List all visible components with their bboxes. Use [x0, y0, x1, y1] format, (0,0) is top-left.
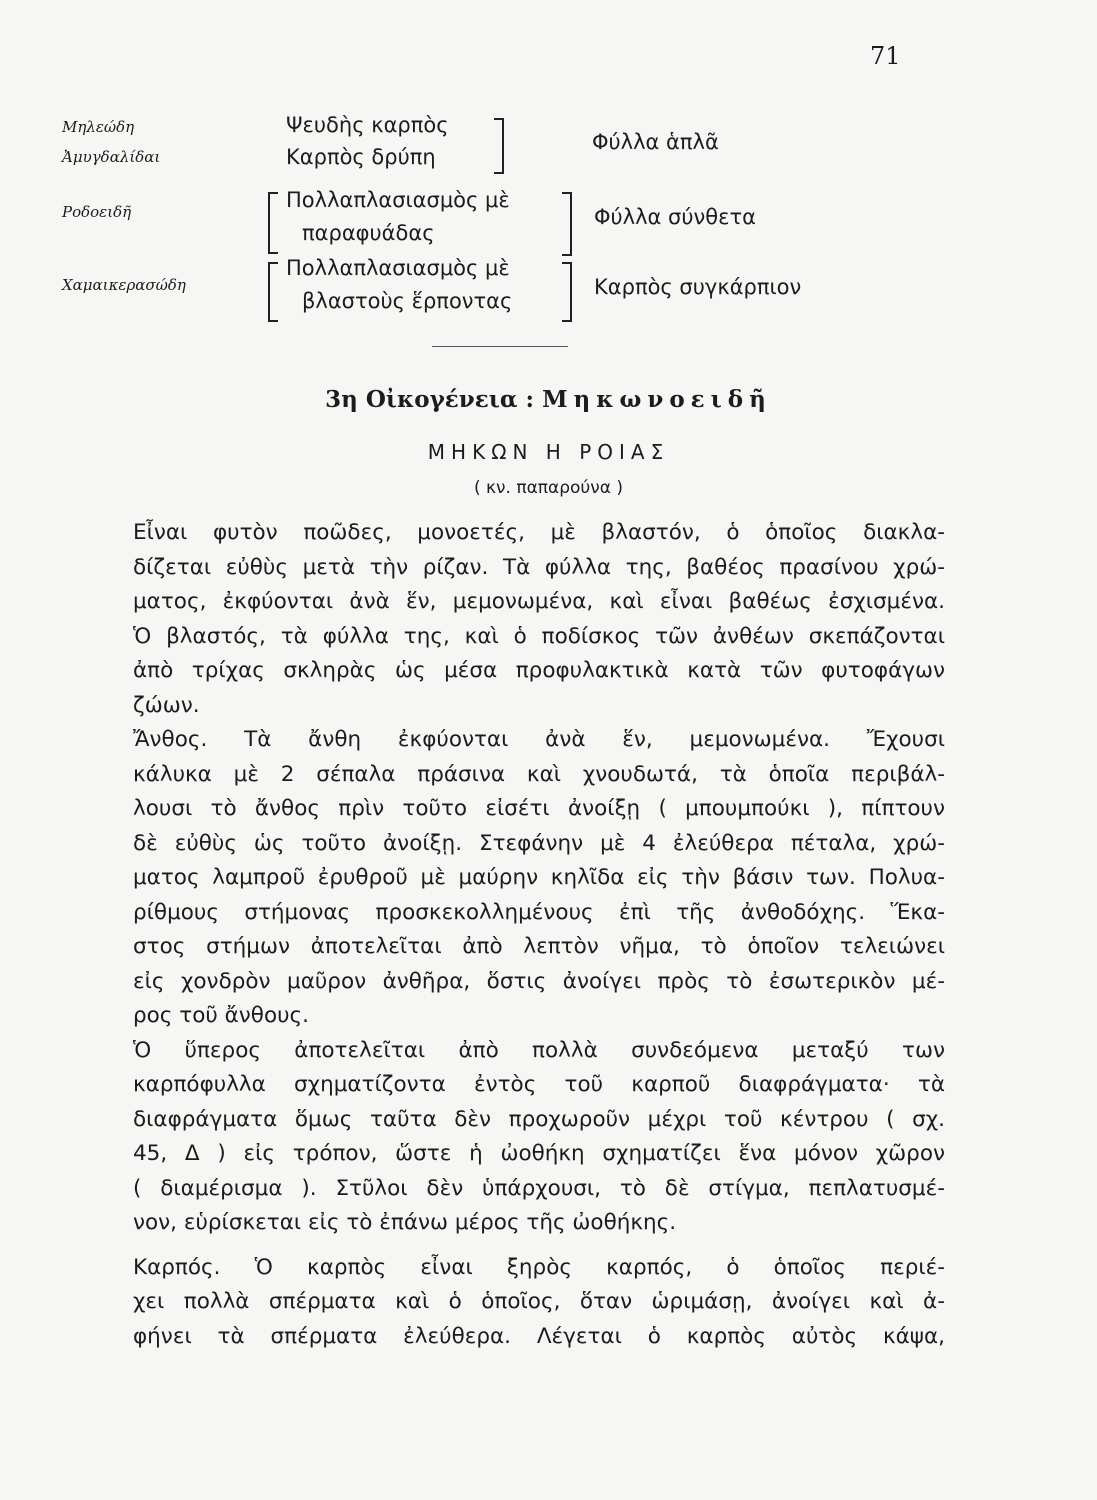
- brace: [562, 262, 572, 322]
- family-label: Ἀμυγδαλίδαι: [62, 148, 161, 166]
- brace: [268, 192, 278, 254]
- feature-text: Ψευδὴς καρπὸς: [286, 113, 449, 137]
- species-title: ΜΗΚΩΝ Η ΡΟΙΑΣ: [427, 440, 670, 464]
- feature-text: παραφυάδας: [302, 221, 435, 245]
- text-line: στος στήμων ἀποτελεῖται ἀπὸ λεπτὸν νῆμα, τὸ ὁποῖον τελειώνει: [133, 934, 945, 959]
- text-line: ἀπὸ τρίχας σκληρὰς ὡς μέσα προφυλακτικὰ κατὰ τῶν φυτοφάγων: [133, 658, 945, 683]
- feature-text: Πολλαπλασιασμὸς μὲ: [286, 256, 510, 280]
- text-line: ρίθμους στήμονας προσκεκολλημένους ἐπὶ τῆς ἀνθοδόχης. Ἕκα-: [133, 899, 945, 925]
- family-label: Μηλεώδη: [62, 118, 135, 136]
- body-text: [133, 516, 945, 1354]
- text-line: χει πολλὰ σπέρματα καὶ ὁ ὁποῖος, ὅταν ὡριμάσῃ, ἀνοίγει καὶ ἀ-: [133, 1289, 945, 1314]
- result-text: Καρπὸς συγκάρπιον: [594, 275, 802, 299]
- text-line: Εἶναι φυτὸν ποῶδες, μονοετές, μὲ βλαστόν, ὁ ὁποῖος διακλα-: [133, 520, 945, 545]
- text-line: δίζεται εὐθὺς μετὰ τὴν ρίζαν. Τὰ φύλλα της, βαθέος πρασίνου χρώ-: [133, 554, 945, 580]
- family-label: Ροδοειδῆ: [62, 203, 132, 221]
- text-line: ( διαμέρισμα ). Στῦλοι δὲν ὑπάρχουσι, τὸ δὲ στίγμα, πεπλατυσμέ-: [133, 1175, 945, 1201]
- heading-family-name: Μηκωνοειδῆ: [542, 386, 772, 413]
- heading-prefix: 3η Οἰκογένεια :: [325, 386, 535, 413]
- text-line: εἰς χονδρὸν μαῦρον ἀνθῆρα, ὅστις ἀνοίγει πρὸς τὸ ἐσωτερικὸν μέ-: [133, 968, 945, 994]
- feature-text: Πολλαπλασιασμὸς μὲ: [286, 188, 510, 212]
- text-line: κάλυκα μὲ 2 σέπαλα πράσινα καὶ χνουδωτά, τὰ ὁποῖα περιβάλ-: [133, 761, 945, 787]
- result-text: Φύλλα σύνθετα: [594, 205, 756, 229]
- text-line: διαφράγματα ὅμως ταῦτα δὲν προχωροῦν μέχρι τοῦ κέντρου ( σχ.: [133, 1106, 945, 1132]
- section-divider: [432, 346, 568, 347]
- text-line: δὲ εὐθὺς ὡς τοῦτο ἀνοίξῃ. Στεφάνην μὲ 4 ἐλεύθερα πέταλα, χρώ-: [133, 830, 945, 856]
- paragraph-gap: [133, 1241, 945, 1251]
- text-line: φήνει τὰ σπέρματα ἐλεύθερα. Λέγεται ὁ καρπὸς αὐτὸς κάψα,: [133, 1323, 945, 1349]
- page-number: 71: [870, 42, 901, 70]
- text-line: Ὁ βλαστός, τὰ φύλλα της, καὶ ὁ ποδίσκος τῶν ἀνθέων σκεπάζονται: [133, 623, 945, 649]
- text-line: λουσι τὸ ἄνθος πρὶν τοῦτο εἰσέτι ἀνοίξῃ ( μπουμπούκι ), πίπτουν: [133, 796, 945, 821]
- text-line: ματος λαμπροῦ ἐρυθροῦ μὲ μαύρην κηλῖδα εἰς τὴν βάσιν των. Πολυα-: [133, 865, 945, 890]
- text-line: Καρπός. Ὁ καρπὸς εἶναι ξηρὸς καρπός, ὁ ὁποῖος περιέ-: [133, 1254, 945, 1280]
- text-line: ζώων.: [133, 692, 200, 718]
- feature-text: βλαστοὺς ἕρποντας: [302, 289, 513, 313]
- feature-text: Καρπὸς δρύπη: [286, 145, 436, 169]
- text-line: 45, Δ ) εἰς τρόπον, ὥστε ἡ ὠοθήκη σχηματίζει ἕνα μόνον χῶρον: [133, 1141, 945, 1166]
- common-name: ( κν. παπαρούνα ): [473, 478, 623, 498]
- text-line: νον, εὑρίσκεται εἰς τὸ ἐπάνω μέρος τῆς ὠοθήκης.: [133, 1210, 677, 1235]
- text-line: καρπόφυλλα σχηματίζοντα ἐντὸς τοῦ καρποῦ διαφράγματα· τὰ: [133, 1072, 945, 1097]
- section-heading: [0, 386, 1097, 413]
- result-text: Φύλλα ἁπλᾶ: [592, 130, 719, 154]
- text-line: Ἄνθος. Τὰ ἄνθη ἐκφύονται ἀνὰ ἕν, μεμονωμένα. Ἔχουσι: [133, 727, 945, 752]
- brace: [268, 262, 278, 322]
- text-line: ματος, ἐκφύονται ἀνὰ ἕν, μεμονωμένα, καὶ εἶναι βαθέως ἐσχισμένα.: [133, 589, 945, 614]
- family-label: Χαμαικερασώδη: [62, 276, 186, 294]
- brace: [562, 192, 572, 256]
- brace: [494, 118, 504, 174]
- text-line: Ὁ ὕπερος ἀποτελεῖται ἀπὸ πολλὰ συνδεόμενα μεταξύ των: [133, 1037, 945, 1063]
- text-line: ρος τοῦ ἄνθους.: [133, 1003, 310, 1028]
